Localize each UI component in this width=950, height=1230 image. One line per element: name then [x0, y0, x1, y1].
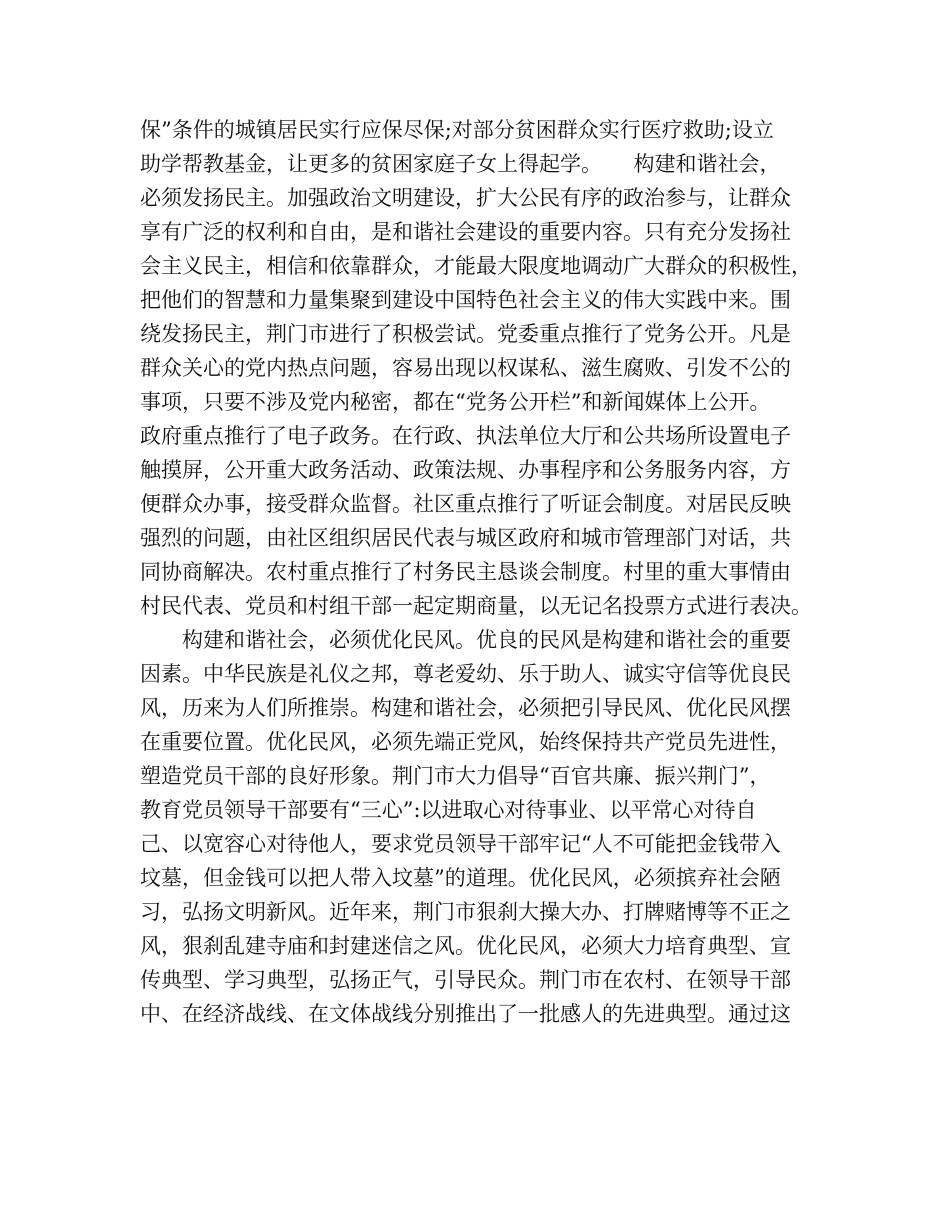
text-line-22: 己、以宽容心对待他人，要求党员领导干部牢记“人不可能把金钱带入	[140, 832, 781, 856]
text-line-10: 政府重点推行了电子政务。在行政、执法单位大厅和公共场所设置电子	[140, 424, 791, 448]
text-line-15: 村民代表、党员和村组干部一起定期商量，以无记名投票方式进行表决。	[140, 594, 812, 618]
text-line-11: 触摸屏，公开重大政务活动、政策法规、办事程序和公务服务内容，方	[140, 458, 791, 482]
text-line-9: 事项，只要不涉及党内秘密，都在“党务公开栏”和新闻媒体上公开。	[140, 390, 771, 414]
text-line-24: 习，弘扬文明新风。近年来，荆门市狠刹大操大办、打牌赌博等不正之	[140, 900, 791, 924]
text-line-8: 群众关心的党内热点问题，容易出现以权谋私、滋生腐败、引发不公的	[140, 356, 791, 380]
text-line-20: 塑造党员干部的良好形象。荆门市大力倡导“百官共廉、振兴荆门”，	[140, 764, 771, 788]
text-line-18: 风，历来为人们所推崇。构建和谐社会，必须把引导民风、优化民风摆	[140, 696, 791, 720]
text-line-23: 坟墓，但金钱可以把人带入坟墓”的道理。优化民风，必须摈弃社会陋	[140, 866, 781, 890]
text-line-1: 保”条件的城镇居民实行应保尽保;对部分贫困群众实行医疗救助;设立	[140, 118, 774, 142]
text-line-5: 会主义民主，相信和依靠群众，才能最大限度地调动广大群众的积极性，	[140, 254, 812, 278]
text-line-13: 强烈的问题，由社区组织居民代表与城区政府和城市管理部门对话，共	[140, 526, 791, 550]
text-line-16: 构建和谐社会，必须优化民风。优良的民风是构建和谐社会的重要	[140, 628, 791, 652]
text-line-27: 中、在经济战线、在文体战线分别推出了一批感人的先进典型。通过这	[140, 1002, 791, 1026]
text-line-14: 同协商解决。农村重点推行了村务民主恳谈会制度。村里的重大事情由	[140, 560, 791, 584]
text-line-25: 风，狠刹乱建寺庙和封建迷信之风。优化民风，必须大力培育典型、宣	[140, 934, 791, 958]
text-line-7: 绕发扬民主，荆门市进行了积极尝试。党委重点推行了党务公开。凡是	[140, 322, 791, 346]
text-line-19: 在重要位置。优化民风，必须先端正党风，始终保持共产党员先进性，	[140, 730, 791, 754]
text-line-26: 传典型、学习典型，弘扬正气，引导民众。荆门市在农村、在领导干部	[140, 968, 791, 992]
text-line-12: 便群众办事，接受群众监督。社区重点推行了听证会制度。对居民反映	[140, 492, 791, 516]
text-line-4: 享有广泛的权利和自由，是和谐社会建设的重要内容。只有充分发扬社	[140, 220, 791, 244]
text-line-3: 必须发扬民主。加强政治文明建设，扩大公民有序的政治参与，让群众	[140, 186, 791, 210]
text-line-21: 教育党员领导干部要有“三心”:以进取心对待事业、以平常心对待自	[140, 798, 757, 822]
body-text	[140, 113, 830, 1031]
text-line-17: 因素。中华民族是礼仪之邦，尊老爱幼、乐于助人、诚实守信等优良民	[140, 662, 791, 686]
text-line-2: 助学帮教基金，让更多的贫困家庭子女上得起学。 构建和谐社会，	[140, 152, 781, 176]
text-line-6: 把他们的智慧和力量集聚到建设中国特色社会主义的伟大实践中来。围	[140, 288, 791, 312]
